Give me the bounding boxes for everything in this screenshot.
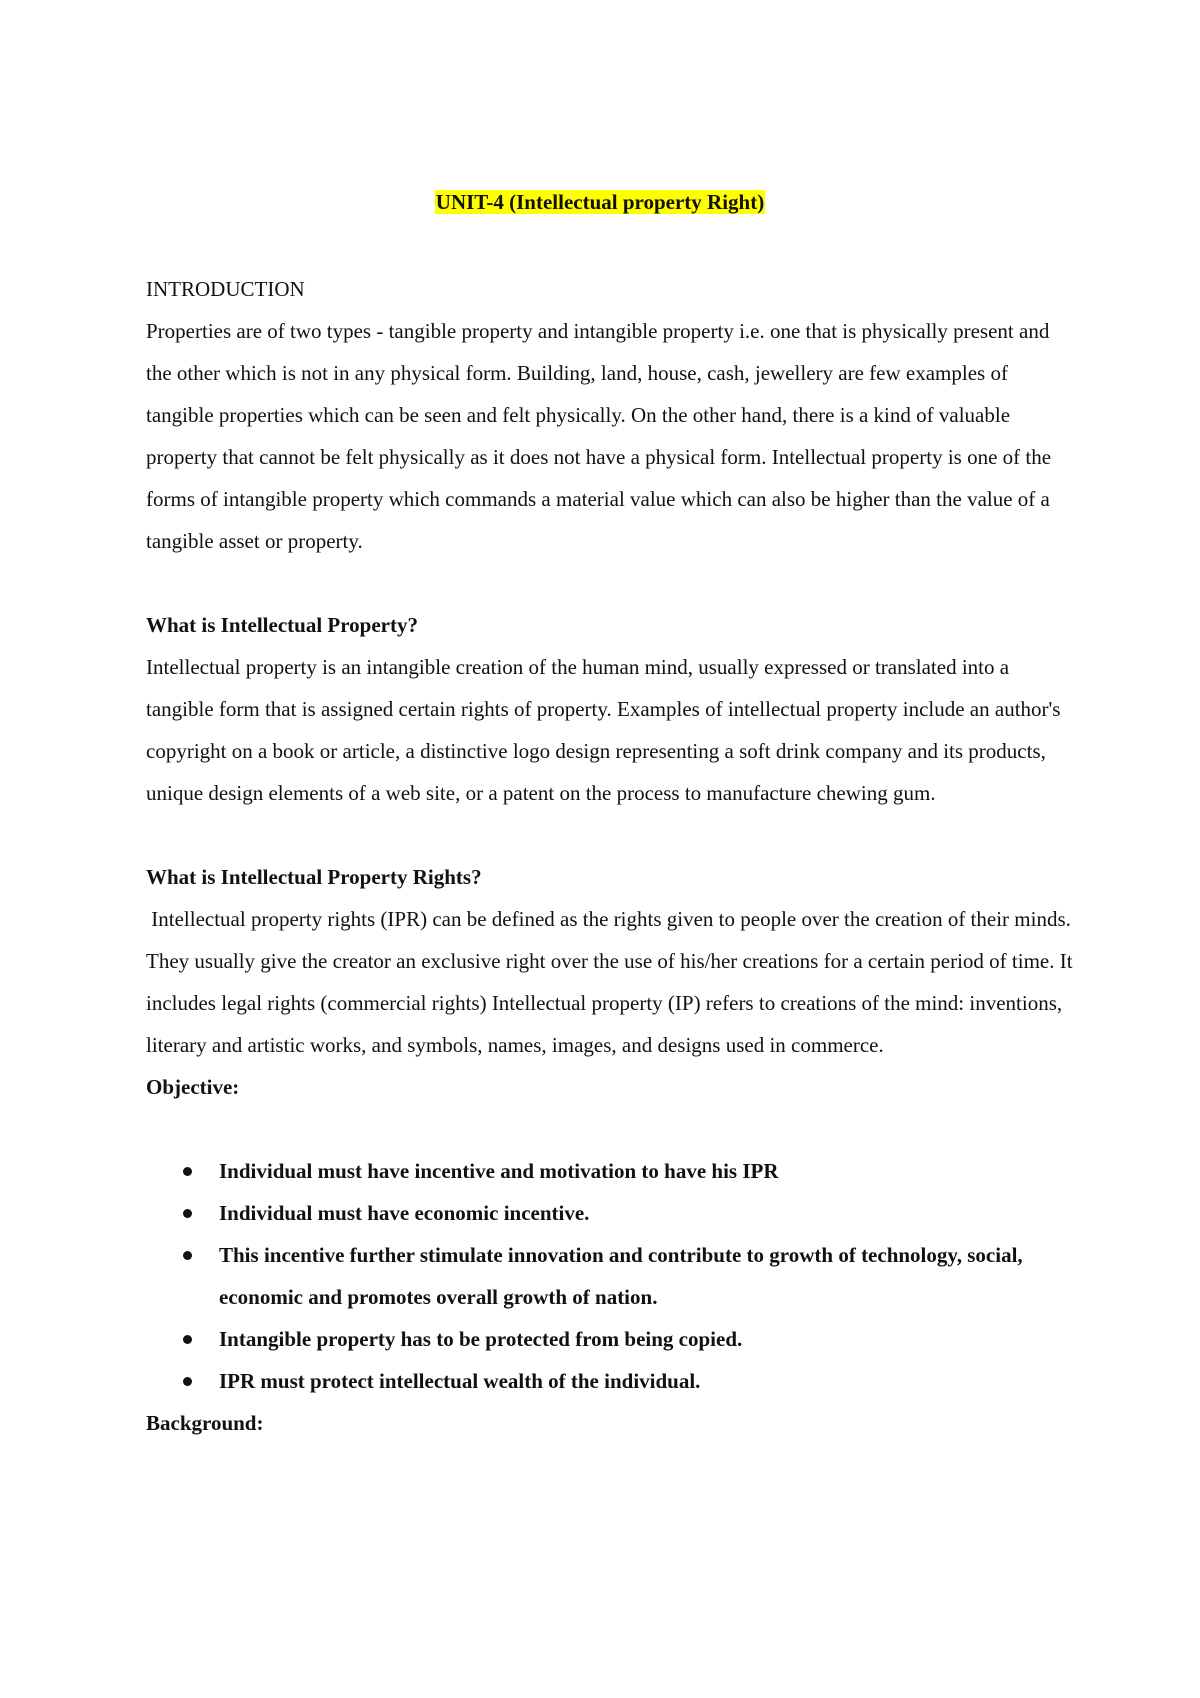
introduction-paragraph: Properties are of two types - tangible property and intangible property i.e. one that is physically present and the other which is not in any physical form. Building, land, house, cash, jewellery are few examples of tangible properties which can be seen and felt physically. On the other hand, there is a kind of valuable property that cannot be felt physically as it does not have a physical form. Intellectual property is one of the forms of intangible property which commands a material value which can also be higher than the value of a tangible asset or property. (146, 319, 1052, 553)
what-is-ip-paragraph: Intellectual property is an intangible creation of the human mind, usually expressed or translated into a tangible form that is assigned certain rights of property. Examples of intellectual property include an author's copyright on a book or article, a distinctive logo design representing a soft drink company and its products, unique design elements of a web site, or a patent on the process to manufacture chewing gum. (146, 655, 1061, 805)
what-is-ip-heading: What is Intellectual Property? (146, 613, 418, 637)
objective-heading: Objective: (146, 1075, 240, 1099)
document-body (146, 268, 1076, 1444)
title-container (0, 188, 1200, 216)
objective-item-text: Individual must have economic incentive. (219, 1201, 590, 1225)
objective-item-text: Individual must have incentive and motivation to have his IPR (219, 1159, 779, 1183)
document-title: UNIT-4 (Intellectual property Right) (435, 190, 765, 214)
bullet-icon (183, 1167, 192, 1176)
what-is-ipr-heading: What is Intellectual Property Rights? (146, 865, 482, 889)
spacer (146, 814, 1076, 856)
spacer (146, 562, 1076, 604)
objective-item-text: IPR must protect intellectual wealth of the individual. (219, 1369, 701, 1393)
objective-item-text: Intangible property has to be protected from being copied. (219, 1327, 743, 1351)
bullet-icon (183, 1209, 192, 1218)
objective-item (146, 1318, 1076, 1360)
spacer (146, 1108, 1076, 1150)
bullet-icon (183, 1335, 192, 1344)
objective-list (146, 1150, 1076, 1402)
objective-item (146, 1192, 1076, 1234)
objective-item (146, 1360, 1076, 1402)
background-heading: Background: (146, 1411, 264, 1435)
objective-item (146, 1150, 1076, 1192)
objective-item (146, 1234, 1076, 1318)
bullet-icon (183, 1377, 192, 1386)
what-is-ipr-paragraph: Intellectual property rights (IPR) can be defined as the rights given to people over the creation of their minds. They usually give the creator an exclusive right over the use of his/her creations for a certain period of time. It includes legal rights (commercial rights) Intellectual property (IP) refers to creations of the mind: inventions, literary and artistic works, and symbols, names, images, and designs used in commerce. (146, 907, 1078, 1057)
objective-item-text: This incentive further stimulate innovation and contribute to growth of technology, social, economic and promotes overall growth of nation. (219, 1243, 1023, 1309)
introduction-heading: INTRODUCTION (146, 277, 305, 301)
bullet-icon (183, 1251, 192, 1260)
